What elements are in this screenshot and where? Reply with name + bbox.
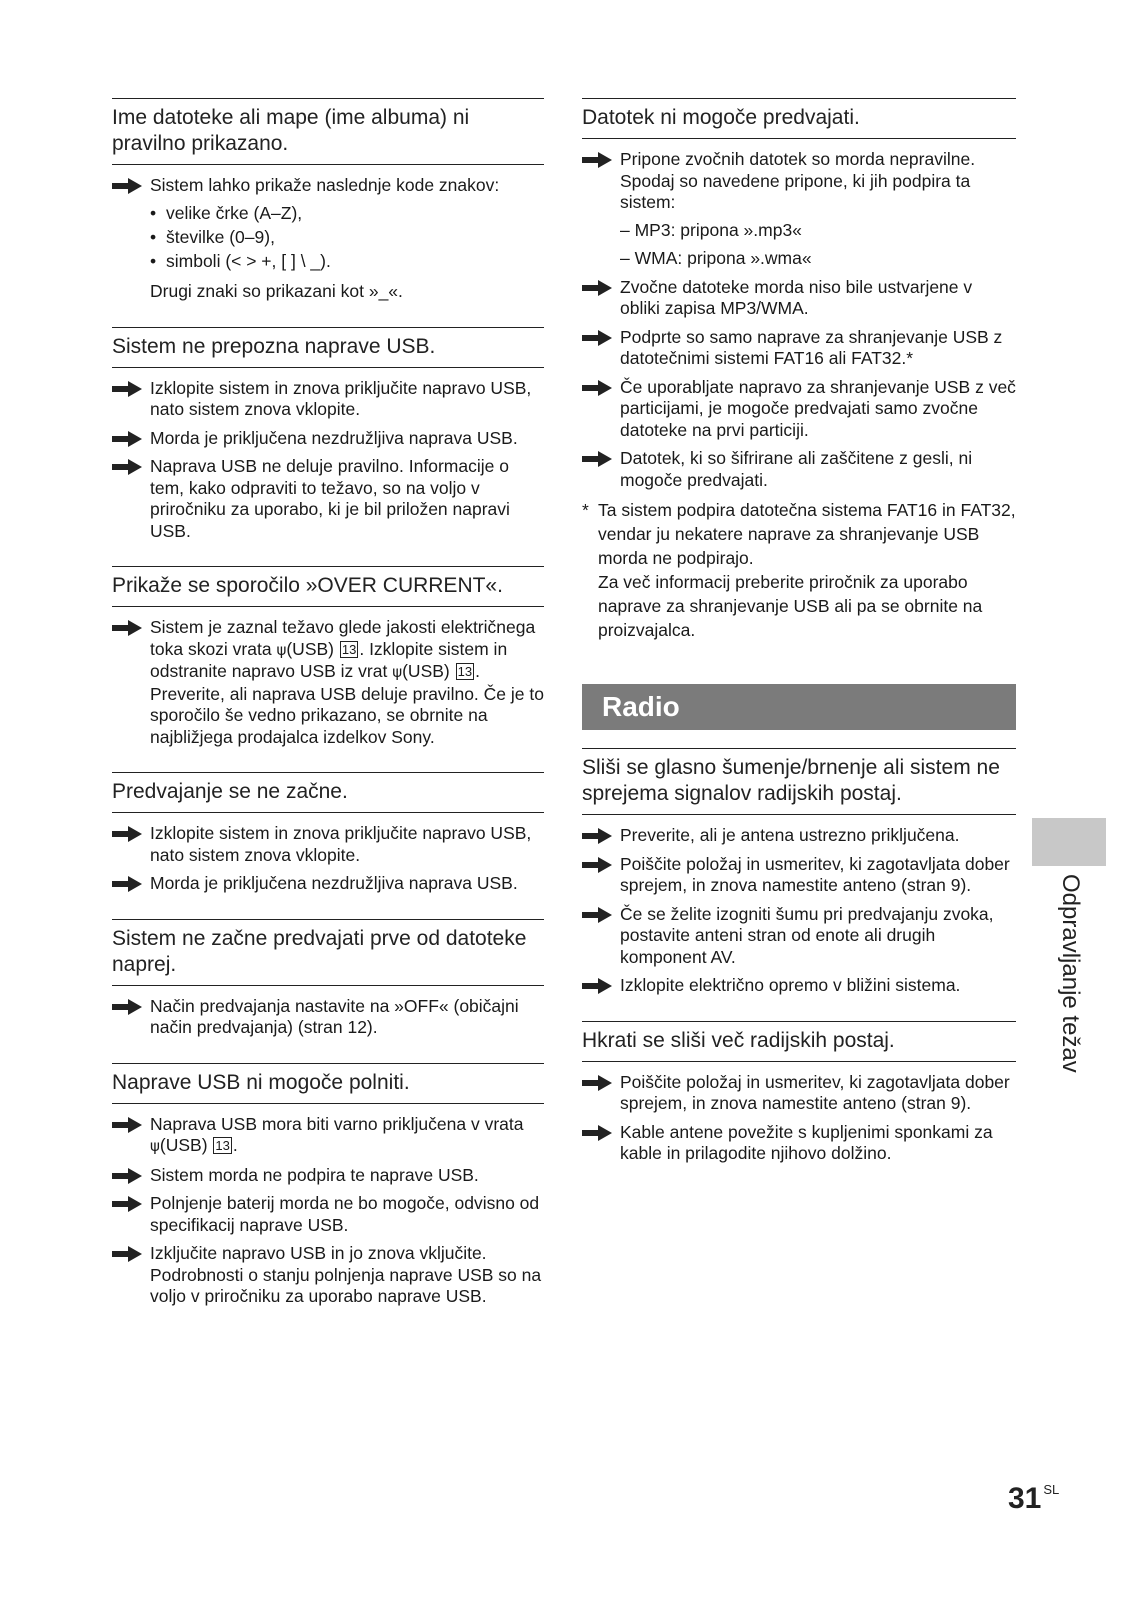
item-text: Morda je priključena nezdružljiva naprava USB. [150, 873, 518, 893]
list-item [582, 825, 1016, 847]
item-text: Naprava USB mora biti varno priključena v vrata [150, 1113, 524, 1134]
right-arrow-icon [582, 1125, 612, 1141]
callout-number: 13 [215, 1138, 230, 1153]
list-item [582, 1072, 1016, 1115]
item-text: Zvočne datoteke morda niso bile ustvarjene v obliki zapisa MP3/WMA. [620, 276, 973, 318]
item-text: Izklopite sistem in znova priključite napravo USB, nato sistem znova vklopite. [150, 823, 532, 865]
item-text: Pripone zvočnih datotek so morda nepravilne. Spodaj so navedene pripone, ki jih podpira ta sistem: [620, 149, 976, 212]
item-text: Poiščite položaj in usmeritev, ki zagotavljata dober sprejem, in znova namestite anteno (stran 9). [620, 853, 1010, 895]
right-arrow-icon [112, 1196, 142, 1212]
item-text: Sistem morda ne podpira te naprave USB. [150, 1164, 479, 1185]
list-item [112, 873, 544, 895]
item-text: Preverite, ali je antena ustrezno priključena. [620, 825, 960, 845]
list-item [112, 428, 544, 450]
usb-label: (USB) [286, 638, 334, 659]
callout-number: 13 [457, 664, 473, 679]
list-item [112, 823, 544, 866]
list-item [112, 617, 544, 748]
section-heading: Datotek ni mogoče predvajati. [582, 98, 1016, 139]
list-item [582, 377, 1016, 442]
bullet-item: • številke (0–9), [150, 225, 544, 249]
section-heading: Ime datoteke ali mape (ime albuma) ni pravilno prikazano. [112, 98, 544, 165]
right-arrow-icon [582, 380, 612, 396]
list-item [112, 1165, 544, 1187]
footnote-text: Za več informacij preberite priročnik za uporabo naprave za shranjevanje USB ali pa se obrnite na proizvajalca. [598, 572, 983, 640]
right-arrow-icon [582, 828, 612, 844]
right-arrow-icon [112, 381, 142, 397]
section-folder-name [112, 98, 544, 303]
list-item [112, 1243, 544, 1308]
right-arrow-icon [582, 907, 612, 923]
list-item [582, 327, 1016, 370]
item-text: Izklopite električno opremo v bližini sistema. [620, 975, 961, 995]
list-item [112, 1114, 544, 1158]
item-text: Polnjenje baterij morda ne bo mogoče, odvisno od specifikacij naprave USB. [150, 1193, 540, 1235]
item-text: Naprava USB ne deluje pravilno. Informacije o tem, kako odpraviti to težavo, so na voljo v priročniku za uporabo, ki je bil priložen napravi USB. [150, 456, 510, 541]
footnote-marker: * [582, 500, 589, 520]
footnote [582, 498, 1016, 642]
item-text: Sistem lahko prikaže naslednje kode znakov: [150, 175, 500, 195]
list-item [582, 975, 1016, 997]
right-arrow-icon [582, 857, 612, 873]
item-text: Datotek, ki so šifrirane ali zaščitene z gesli, ni mogoče predvajati. [620, 448, 973, 490]
usb-icon: ψ [150, 1137, 160, 1155]
list-item [112, 175, 544, 303]
right-arrow-icon [112, 178, 142, 194]
bullet-item: • velike črke (A–Z), [150, 201, 544, 225]
item-text: Če se želite izogniti šumu pri predvajanju zvoka, postavite anteni stran od enote ali drugih komponent AV. [620, 903, 994, 967]
usb-icon: ψ [276, 640, 287, 659]
section-over-current [112, 566, 544, 748]
item-text: Način predvajanja nastavite na »OFF« (običajni način predvajanja) (stran 12). [150, 995, 519, 1037]
right-arrow-icon [582, 978, 612, 994]
section-usb-not-recognized [112, 327, 544, 543]
right-arrow-icon [112, 826, 142, 842]
list-item [112, 378, 544, 421]
right-column [582, 98, 1016, 1189]
extension-mp3: – MP3: pripona ».mp3« [620, 219, 802, 240]
page-number [1008, 1482, 1059, 1516]
list-item [582, 904, 1016, 969]
right-arrow-icon [112, 459, 142, 475]
right-arrow-icon [112, 620, 142, 636]
item-text: . Izklopite sistem in odstranite napravo USB iz vrat [150, 638, 508, 681]
side-tab [1032, 818, 1106, 866]
section-heading: Hkrati se sliši več radijskih postaj. [582, 1021, 1016, 1062]
section-charging [112, 1063, 544, 1308]
section-files-not-playable [582, 98, 1016, 642]
right-arrow-icon [582, 330, 612, 346]
side-chapter-title: Odpravljanje težav [1057, 874, 1084, 1073]
list-item [582, 149, 1016, 270]
section-playback-not-start [112, 772, 544, 895]
section-banner-radio: Radio [582, 684, 1016, 730]
right-arrow-icon [112, 1246, 142, 1262]
list-item [112, 1193, 544, 1236]
bullet-list [150, 201, 544, 273]
right-arrow-icon [112, 876, 142, 892]
callout-number: 13 [341, 641, 357, 657]
item-text: Poiščite položaj in usmeritev, ki zagotavljata dober sprejem, in znova namestite anteno (stran 9). [620, 1071, 1010, 1113]
item-text: . Preverite, ali naprava USB deluje pravilno. Če je to sporočilo še vedno prikazano, se obrnite na najbližjega prodajalca izdelkov Sony. [150, 661, 544, 747]
section-heading: Sistem ne začne predvajati prve od datoteke naprej. [112, 919, 544, 986]
usb-icon: ψ [392, 663, 403, 681]
usb-label: (USB) [402, 661, 450, 681]
section-first-file [112, 919, 544, 1039]
item-text: Podprte so samo naprave za shranjevanje USB z datotečnimi sistemi FAT16 ali FAT32.* [620, 326, 1003, 368]
item-text: Izključite napravo USB in jo znova vključite. Podrobnosti o stanju polnjenja naprave USB so na voljo v priročniku za uporabo naprave USB. [150, 1243, 542, 1306]
usb-label: (USB) [159, 1135, 208, 1155]
section-heading: Sliši se glasno šumenje/brnenje ali sistem ne sprejema signalov radijskih postaj. [582, 748, 1016, 815]
item-text: Morda je priključena nezdružljiva naprava USB. [150, 427, 518, 448]
section-heading: Predvajanje se ne začne. [112, 772, 544, 813]
bullet-item: • simboli (< > +, [ ] \ _). [150, 249, 544, 273]
right-arrow-icon [582, 280, 612, 296]
footnote-text: Ta sistem podpira datotečna sistema FAT16 in FAT32, vendar ju nekatere naprave za shranjevanje USB morda ne podpirajo. [598, 500, 1016, 568]
page-number-value: 31 [1008, 1482, 1042, 1515]
item-text: Kable antene povežite s kupljenimi sponkami za kable in prilagodite njihovo dolžino. [620, 1121, 993, 1163]
list-item [582, 448, 1016, 491]
list-item [582, 1122, 1016, 1165]
list-item [112, 996, 544, 1039]
list-item [582, 277, 1016, 320]
section-heading: Prikaže se sporočilo »OVER CURRENT«. [112, 566, 544, 607]
list-item [112, 456, 544, 542]
item-text: . [232, 1135, 238, 1155]
right-arrow-icon [582, 152, 612, 168]
right-arrow-icon [582, 451, 612, 467]
item-text: Če uporabljate napravo za shranjevanje USB z več particijami, je mogoče predvajati samo zvočne datoteke na prvi particiji. [620, 376, 1016, 440]
item-text: Izklopite sistem in znova priključite napravo USB, nato sistem znova vklopite. [150, 377, 532, 419]
right-arrow-icon [112, 1117, 142, 1133]
extension-wma: – WMA: pripona ».wma« [620, 247, 812, 268]
section-heading: Sistem ne prepozna naprave USB. [112, 327, 544, 368]
right-arrow-icon [582, 1075, 612, 1091]
section-multiple-stations [582, 1021, 1016, 1165]
right-arrow-icon [112, 1168, 142, 1184]
section-heading: Naprave USB ni mogoče polniti. [112, 1063, 544, 1104]
page-number-suffix: SL [1043, 1482, 1060, 1497]
left-column [112, 98, 544, 1332]
right-arrow-icon [112, 431, 142, 447]
list-item [582, 854, 1016, 897]
item-note: Drugi znaki so prikazani kot »_«. [150, 280, 403, 301]
item-text: Sistem je zaznal težavo glede jakosti električnega toka skozi vrata [150, 617, 536, 659]
right-arrow-icon [112, 999, 142, 1015]
section-radio-noise [582, 748, 1016, 997]
